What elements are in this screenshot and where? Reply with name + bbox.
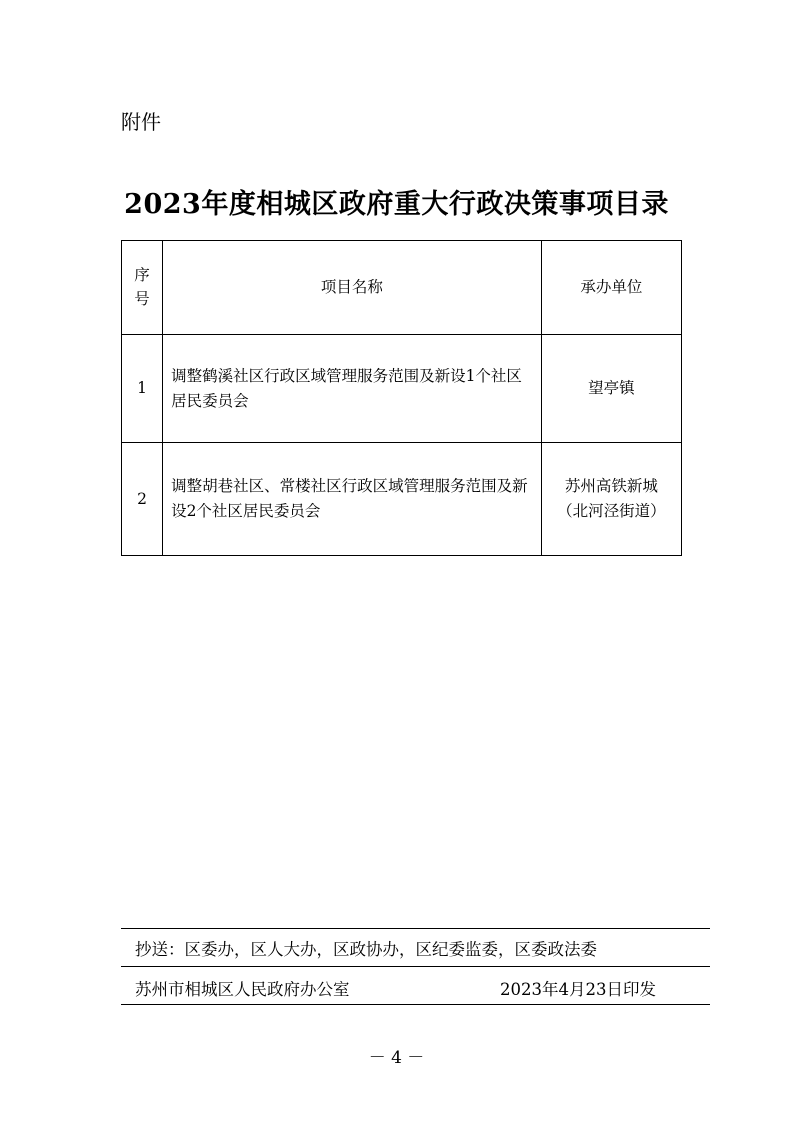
row-unit (541, 335, 681, 443)
header-name: 项目名称 (163, 241, 542, 335)
row-unit-line1: 苏州高铁新城 (564, 477, 658, 496)
header-seq-line2: 号 (134, 289, 150, 308)
table-header-row (122, 241, 682, 335)
document-title: 2023年度相城区政府重大行政决策事项目录 (124, 189, 669, 220)
row-seq: 2 (122, 443, 163, 556)
attachment-label: 附件 (121, 110, 161, 134)
cc-text: 抄送：区委办，区人大办，区政协办，区纪委监委，区委政法委 (135, 940, 597, 959)
issuer-line (121, 976, 710, 1000)
footer-middle-rule (121, 966, 710, 967)
header-unit: 承办单位 (541, 241, 681, 335)
row-seq: 1 (122, 335, 163, 443)
row-unit-line2: （北河泾街道） (557, 502, 666, 520)
decision-items-table (121, 240, 682, 556)
issue-date: 2023年4月23日印发 (500, 980, 656, 999)
header-seq (122, 241, 163, 335)
page-number: － 4 － (368, 1048, 425, 1068)
issuer-name: 苏州市相城区人民政府办公室 (135, 980, 350, 999)
cc-line (121, 936, 710, 960)
footer-bottom-rule (121, 1004, 710, 1005)
table-row (122, 443, 682, 556)
header-seq-line1: 序 (134, 266, 150, 285)
row-unit (541, 443, 681, 556)
row-name: 调整鹤溪社区行政区域管理服务范围及新设1个社区居民委员会 (163, 335, 542, 443)
row-name: 调整胡巷社区、常楼社区行政区域管理服务范围及新设2个社区居民委员会 (163, 443, 542, 556)
table-row (122, 335, 682, 443)
footer-top-rule (121, 928, 710, 929)
row-unit-line1: 望亭镇 (588, 379, 635, 398)
